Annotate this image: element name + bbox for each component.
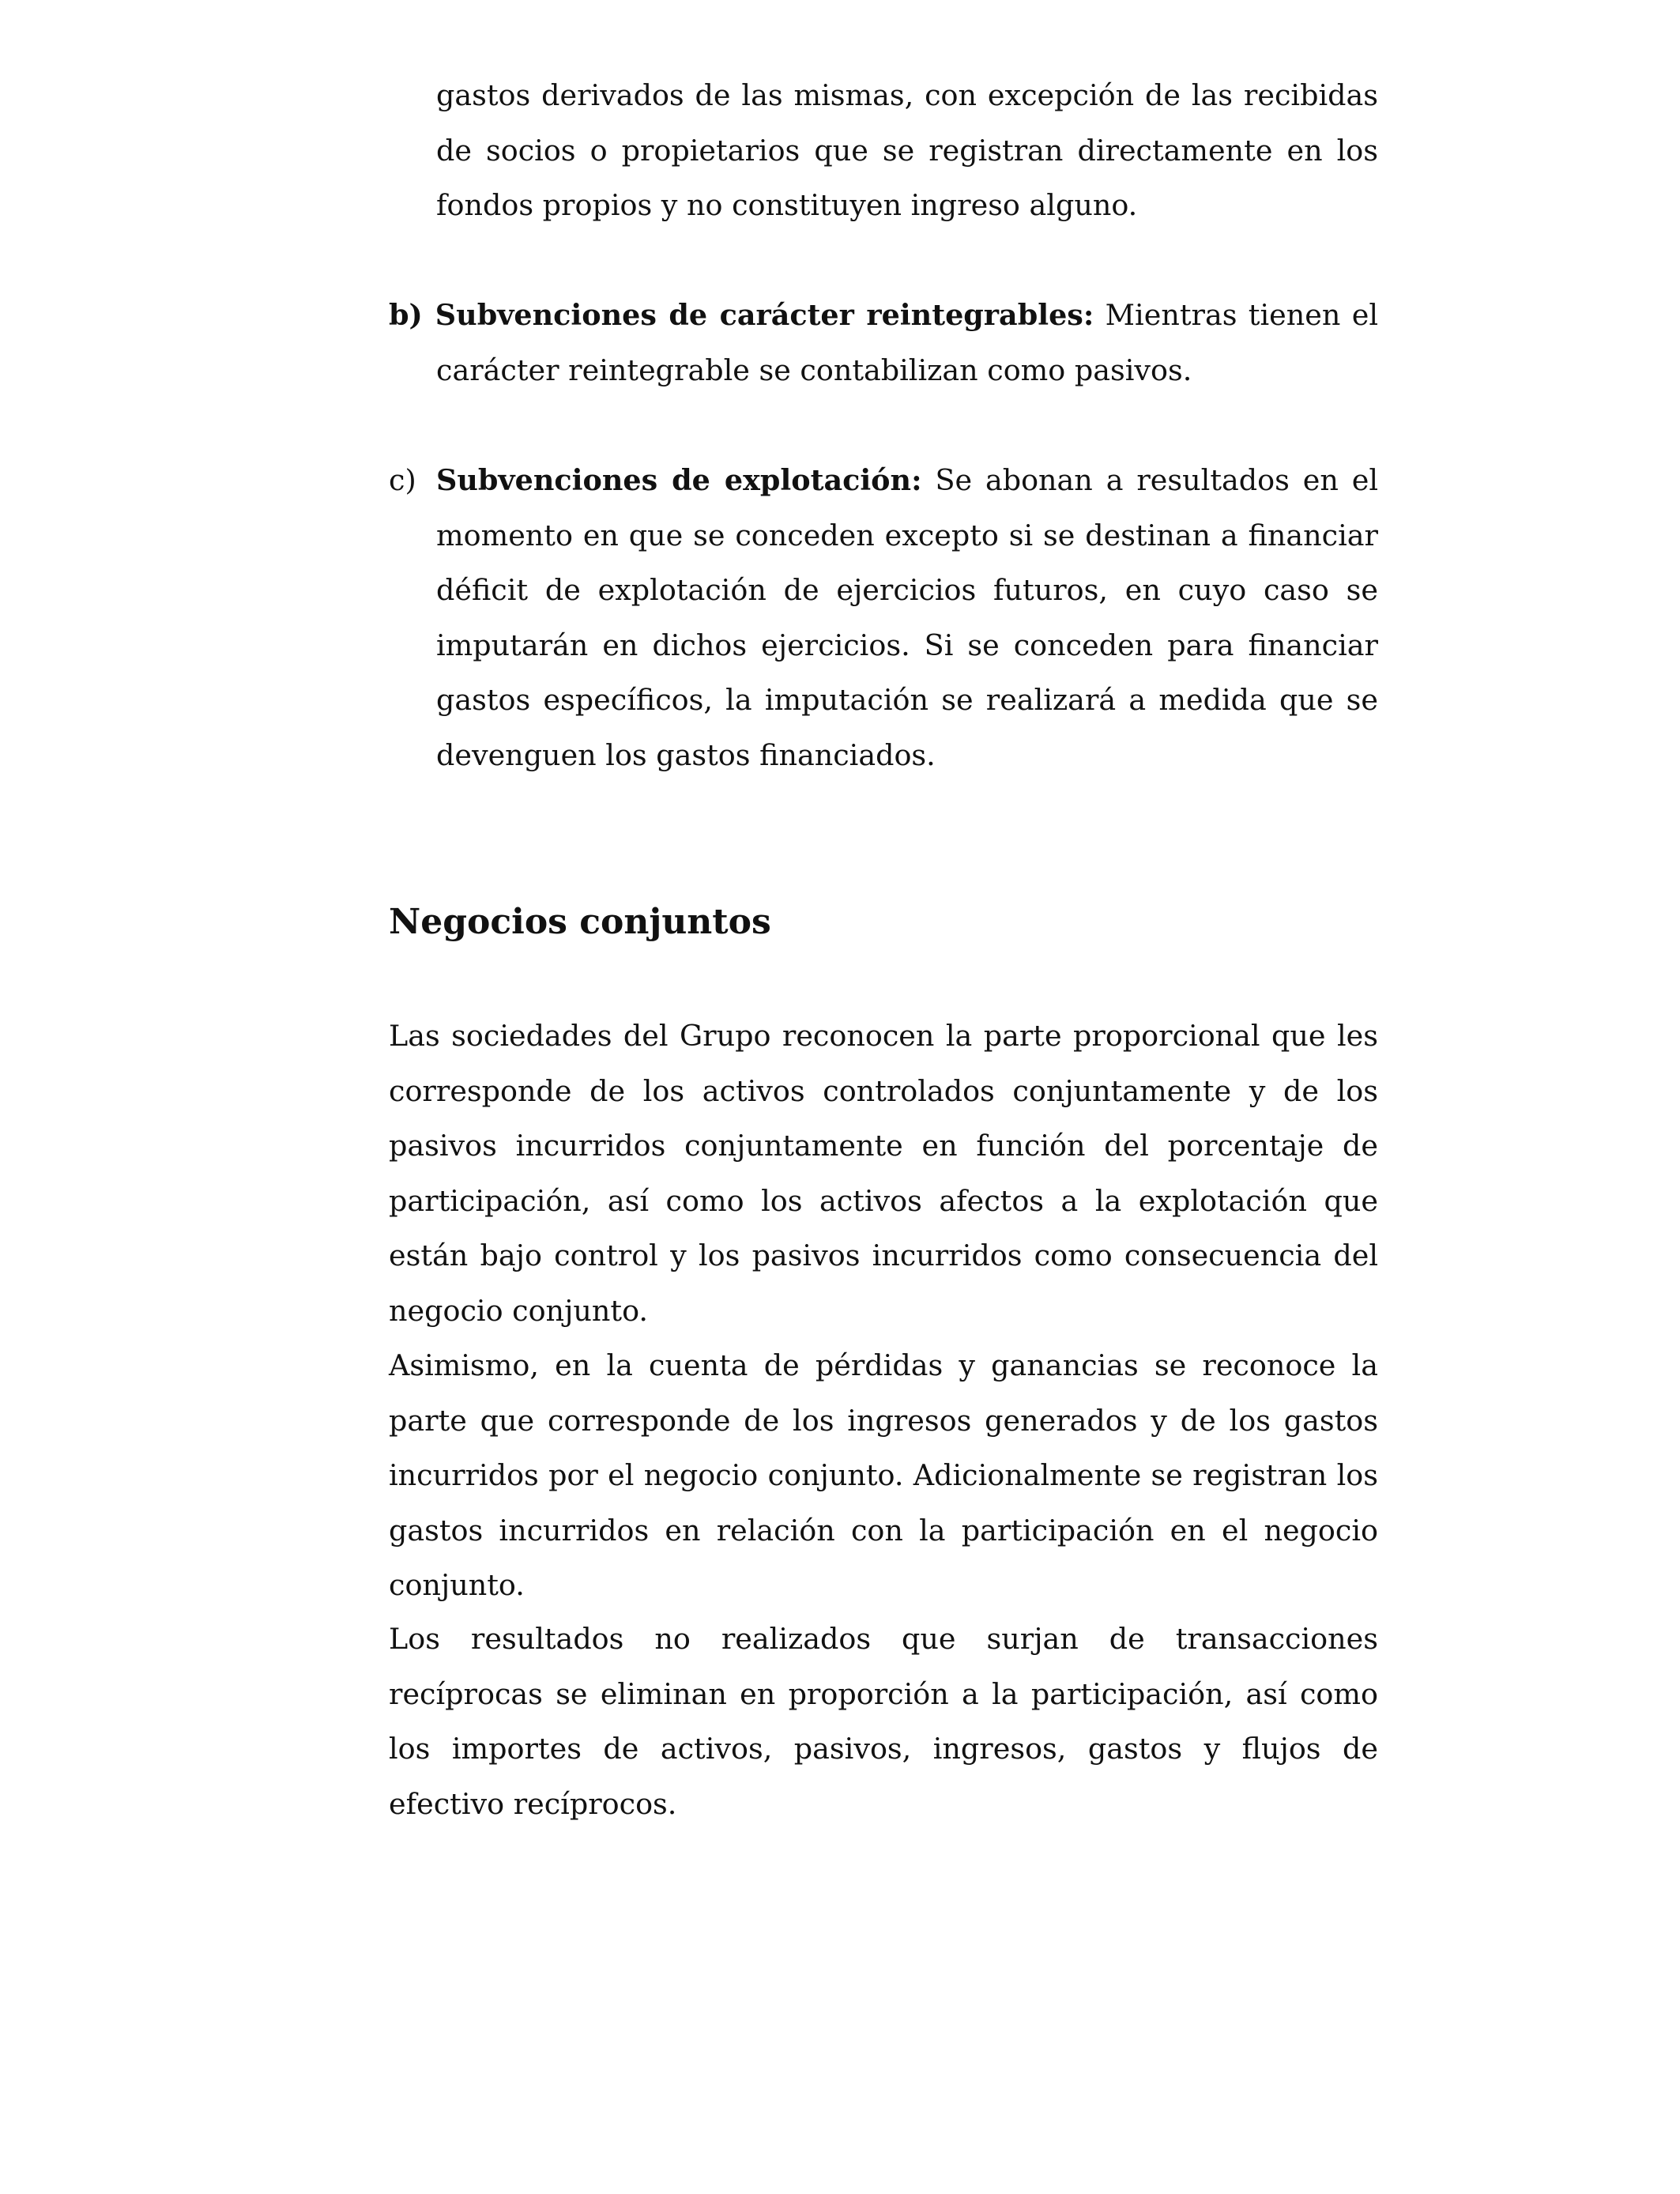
list-item-text: Se abonan a resultados en el momento en que se conceden excepto si se destinan a financiar déficit de explotación de ejercicios futuros, en cuyo caso se imputarán en dichos ejercicios. Si se conceden para financiar gastos específicos, la imputación se realizará a medida que se devenguen los gastos financiados. (436, 463, 1378, 772)
list-item-b (389, 288, 1378, 398)
list-marker: b) (389, 298, 423, 332)
section-heading: Negocios conjuntos (389, 902, 771, 942)
section-paragraph: Los resultados no realizados que surjan de transacciones recíprocas se eliminan en proporción a la participación, así como los importes de activos, pasivos, ingresos, gastos y flujos de efectivo recíprocos. (389, 1622, 1378, 1821)
section-paragraph: Las sociedades del Grupo reconocen la parte proporcional que les corresponde de los activos controlados conjuntamente y de los pasivos incurridos conjuntamente en función del porcentaje de participación, así como los activos afectos a la explotación que están bajo control y los pasivos incurridos como consecuencia del negocio conjunto. (389, 1019, 1378, 1328)
list-marker: c) (389, 463, 416, 497)
list-item-term: Subvenciones de carácter reintegrables: (435, 298, 1094, 332)
continuation-paragraph: gastos derivados de las mismas, con excepción de las recibidas de socios o propietarios que se registran directamente en los fondos propios y no constituyen ingreso alguno. (436, 78, 1378, 222)
section-paragraph: Asimismo, en la cuenta de pérdidas y ganancias se reconoce la parte que corresponde de los ingresos generados y de los gastos incurridos por el negocio conjunto. Adicionalmente se registran los gastos incurridos en relación con la participación en el negocio conjunto. (389, 1348, 1378, 1602)
list-item-text: Mientras tienen el carácter reintegrable se contabilizan como pasivos. (436, 298, 1378, 387)
list-item-term: Subvenciones de explotación: (436, 463, 922, 497)
list-item-c (389, 453, 1378, 782)
